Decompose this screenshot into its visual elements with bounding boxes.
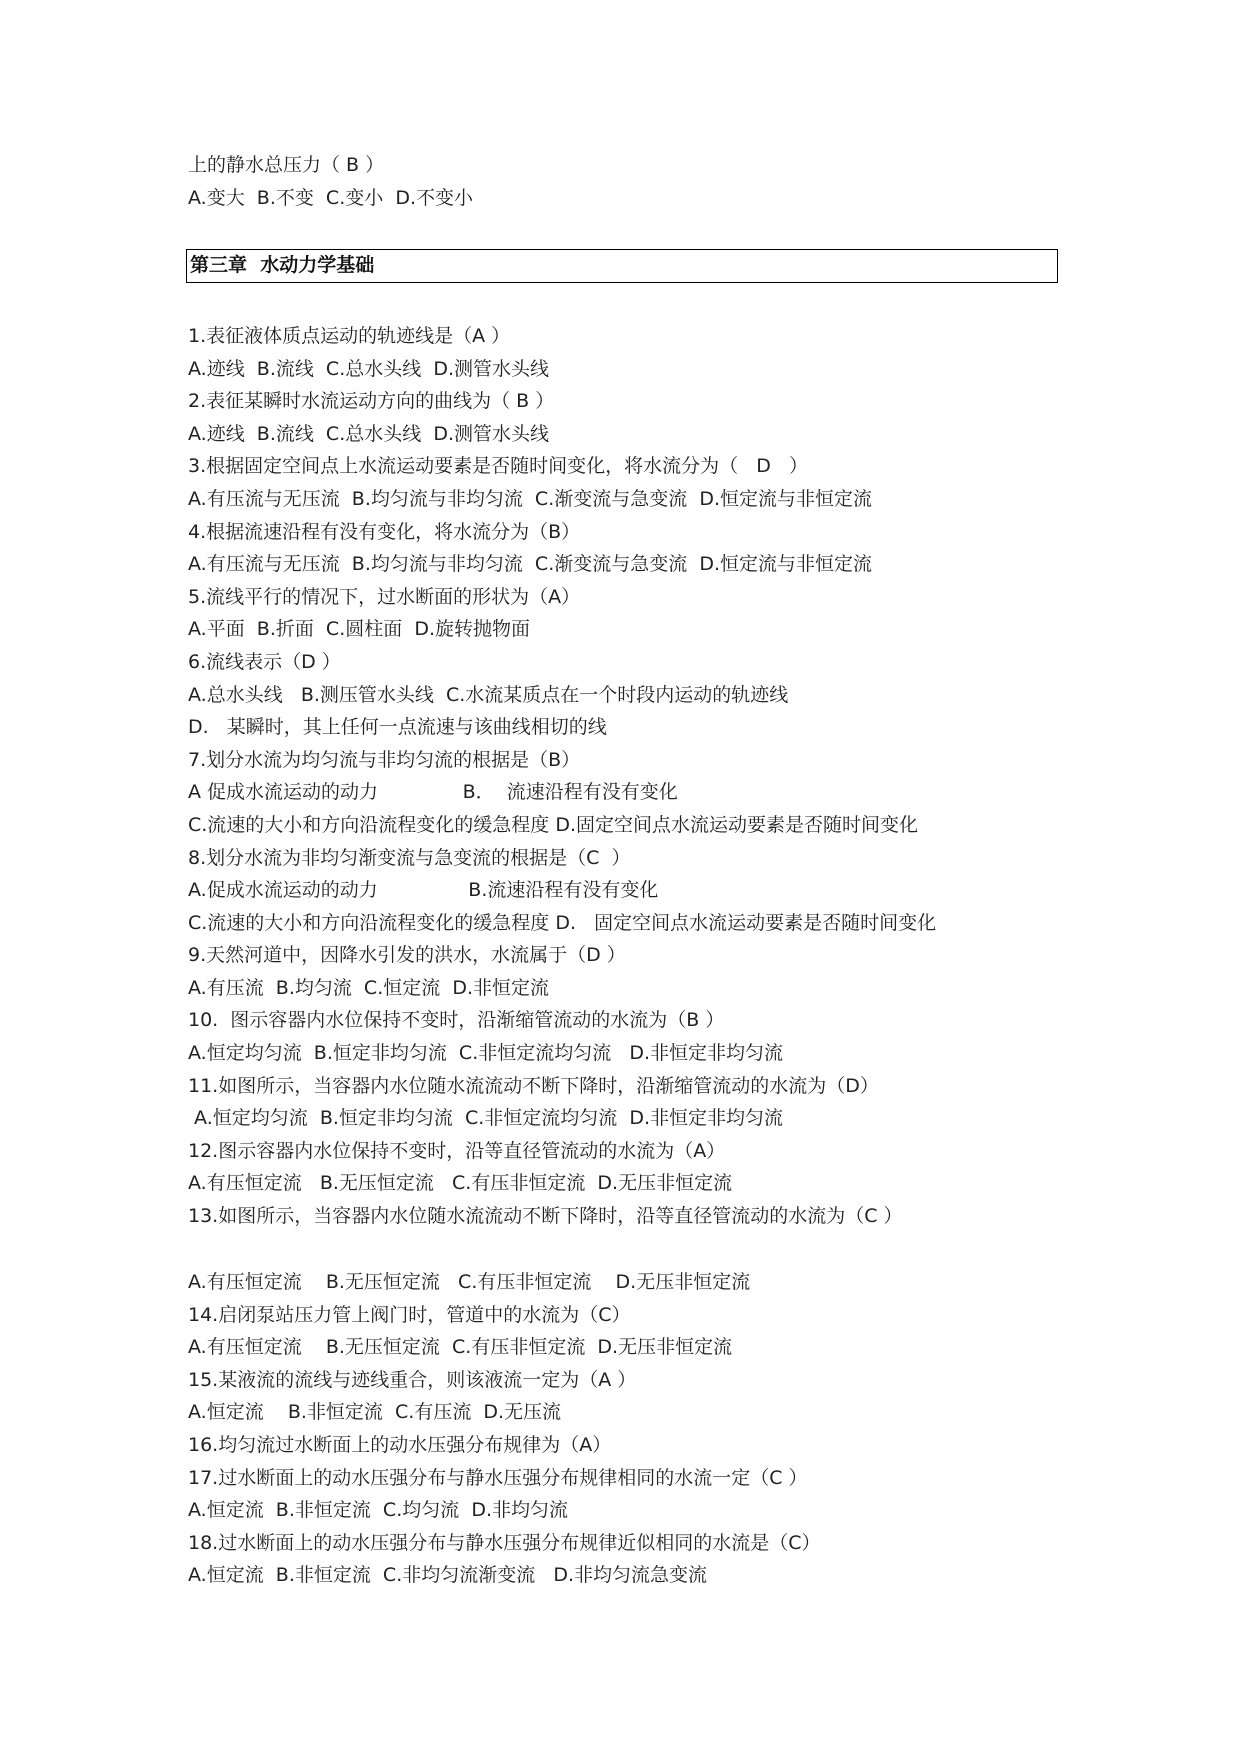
- question-list-part2: [188, 1266, 1088, 1592]
- question-line: A.平面 B.折面 C.圆柱面 D.旋转抛物面: [188, 618, 530, 641]
- question-line: 8.划分水流为非均匀渐变流与急变流的根据是（C ）: [188, 846, 631, 869]
- chapter-heading-box: [186, 249, 1058, 283]
- question-line: 1.表征液体质点运动的轨迹线是（A ）: [188, 325, 511, 347]
- question-line: 16.均匀流过水断面上的动水压强分布规律为（A）: [188, 1433, 612, 1456]
- chapter-title: 第三章 水动力学基础: [190, 254, 375, 276]
- question-line: A.有压流与无压流 B.均匀流与非均匀流 C.渐变流与急变流 D.恒定流与非恒定流: [188, 487, 872, 510]
- question-line: 7.划分水流为均匀流与非均匀流的根据是（B）: [188, 748, 581, 771]
- question-line: A.恒定流 B.非恒定流 C.非均匀流渐变流 D.非均匀流急变流: [188, 1564, 708, 1587]
- question-line: A 促成水流运动的动力 B． 流速沿程有没有变化: [188, 781, 678, 804]
- question-line: 5.流线平行的情况下，过水断面的形状为（A）: [188, 585, 581, 608]
- question-line: A.迹线 B.流线 C.总水头线 D.测管水头线: [188, 422, 549, 445]
- question-line: A.恒定流 B.非恒定流 C.有压流 D.无压流: [188, 1401, 562, 1424]
- question-line: D. 某瞬时，其上任何一点流速与该曲线相切的线: [188, 716, 607, 739]
- question-line: 2.表征某瞬时水流运动方向的曲线为（ B ）: [188, 390, 555, 413]
- question-line: 17.过水断面上的动水压强分布与静水压强分布规律相同的水流一定（C ）: [188, 1466, 808, 1489]
- question-line: 6.流线表示（D ）: [188, 650, 341, 673]
- question-line: C.流速的大小和方向沿流程变化的缓急程度 D.固定空间点水流运动要素是否随时间变化: [188, 813, 919, 836]
- question-line: 13.如图所示，当容器内水位随水流流动不断下降时，沿等直径管流动的水流为（C ）: [188, 1205, 903, 1228]
- question-line: 14.启闭泵站压力管上阀门时，管道中的水流为（C）: [188, 1303, 631, 1326]
- question-line: 10. 图示容器内水位保持不变时，沿渐缩管流动的水流为（B ）: [188, 1009, 725, 1032]
- previous-question-tail: [188, 149, 1088, 214]
- question-line: A.促成水流运动的动力 B.流速沿程有没有变化: [188, 879, 659, 902]
- question-line: 4.根据流速沿程有没有变化，将水流分为（B）: [188, 520, 581, 543]
- question-line: 15.某液流的流线与迹线重合，则该液流一定为（A ）: [188, 1368, 637, 1391]
- question-line: 9.天然河道中，因降水引发的洪水，水流属于（D ）: [188, 944, 626, 967]
- question-line: A.恒定均匀流 B.恒定非均匀流 C.非恒定流均匀流 D.非恒定非均匀流: [188, 1107, 784, 1130]
- question-line: 18.过水断面上的动水压强分布与静水压强分布规律近似相同的水流是（C）: [188, 1531, 821, 1554]
- question-line: A.有压恒定流 B.无压恒定流 C.有压非恒定流 D.无压非恒定流: [188, 1336, 733, 1359]
- question-line: A.有压恒定流 B.无压恒定流 C.有压非恒定流 D.无压非恒定流: [188, 1172, 733, 1195]
- question-line: 12.图示容器内水位保持不变时，沿等直径管流动的水流为（A）: [188, 1139, 726, 1162]
- question-line: C.流速的大小和方向沿流程变化的缓急程度 D. 固定空间点水流运动要素是否随时间变化: [188, 911, 937, 934]
- question-line: A.有压恒定流 B.无压恒定流 C.有压非恒定流 D.无压非恒定流: [188, 1271, 751, 1293]
- question-line: A.迹线 B.流线 C.总水头线 D.测管水头线: [188, 357, 549, 380]
- question-list-part1: [188, 320, 1088, 1233]
- question-line: A.总水头线 B.测压管水头线 C.水流某质点在一个时段内运动的轨迹线: [188, 683, 789, 706]
- question-line: A.恒定均匀流 B.恒定非均匀流 C.非恒定流均匀流 D.非恒定非均匀流: [188, 1042, 784, 1065]
- question-text: 上的静水总压力（ B ）: [188, 154, 385, 176]
- question-line: A.有压流 B.均匀流 C.恒定流 D.非恒定流: [188, 976, 549, 999]
- answer-options: A.变大 B.不变 C.变小 D.不变小: [188, 186, 473, 209]
- question-line: 3.根据固定空间点上水流运动要素是否随时间变化，将水流分为（ D ）: [188, 455, 808, 478]
- question-line: 11.如图所示，当容器内水位随水流流动不断下降时，沿渐缩管流动的水流为（D）: [188, 1074, 879, 1097]
- question-line: A.恒定流 B.非恒定流 C.均匀流 D.非均匀流: [188, 1499, 568, 1522]
- question-line: A.有压流与无压流 B.均匀流与非均匀流 C.渐变流与急变流 D.恒定流与非恒定流: [188, 553, 872, 576]
